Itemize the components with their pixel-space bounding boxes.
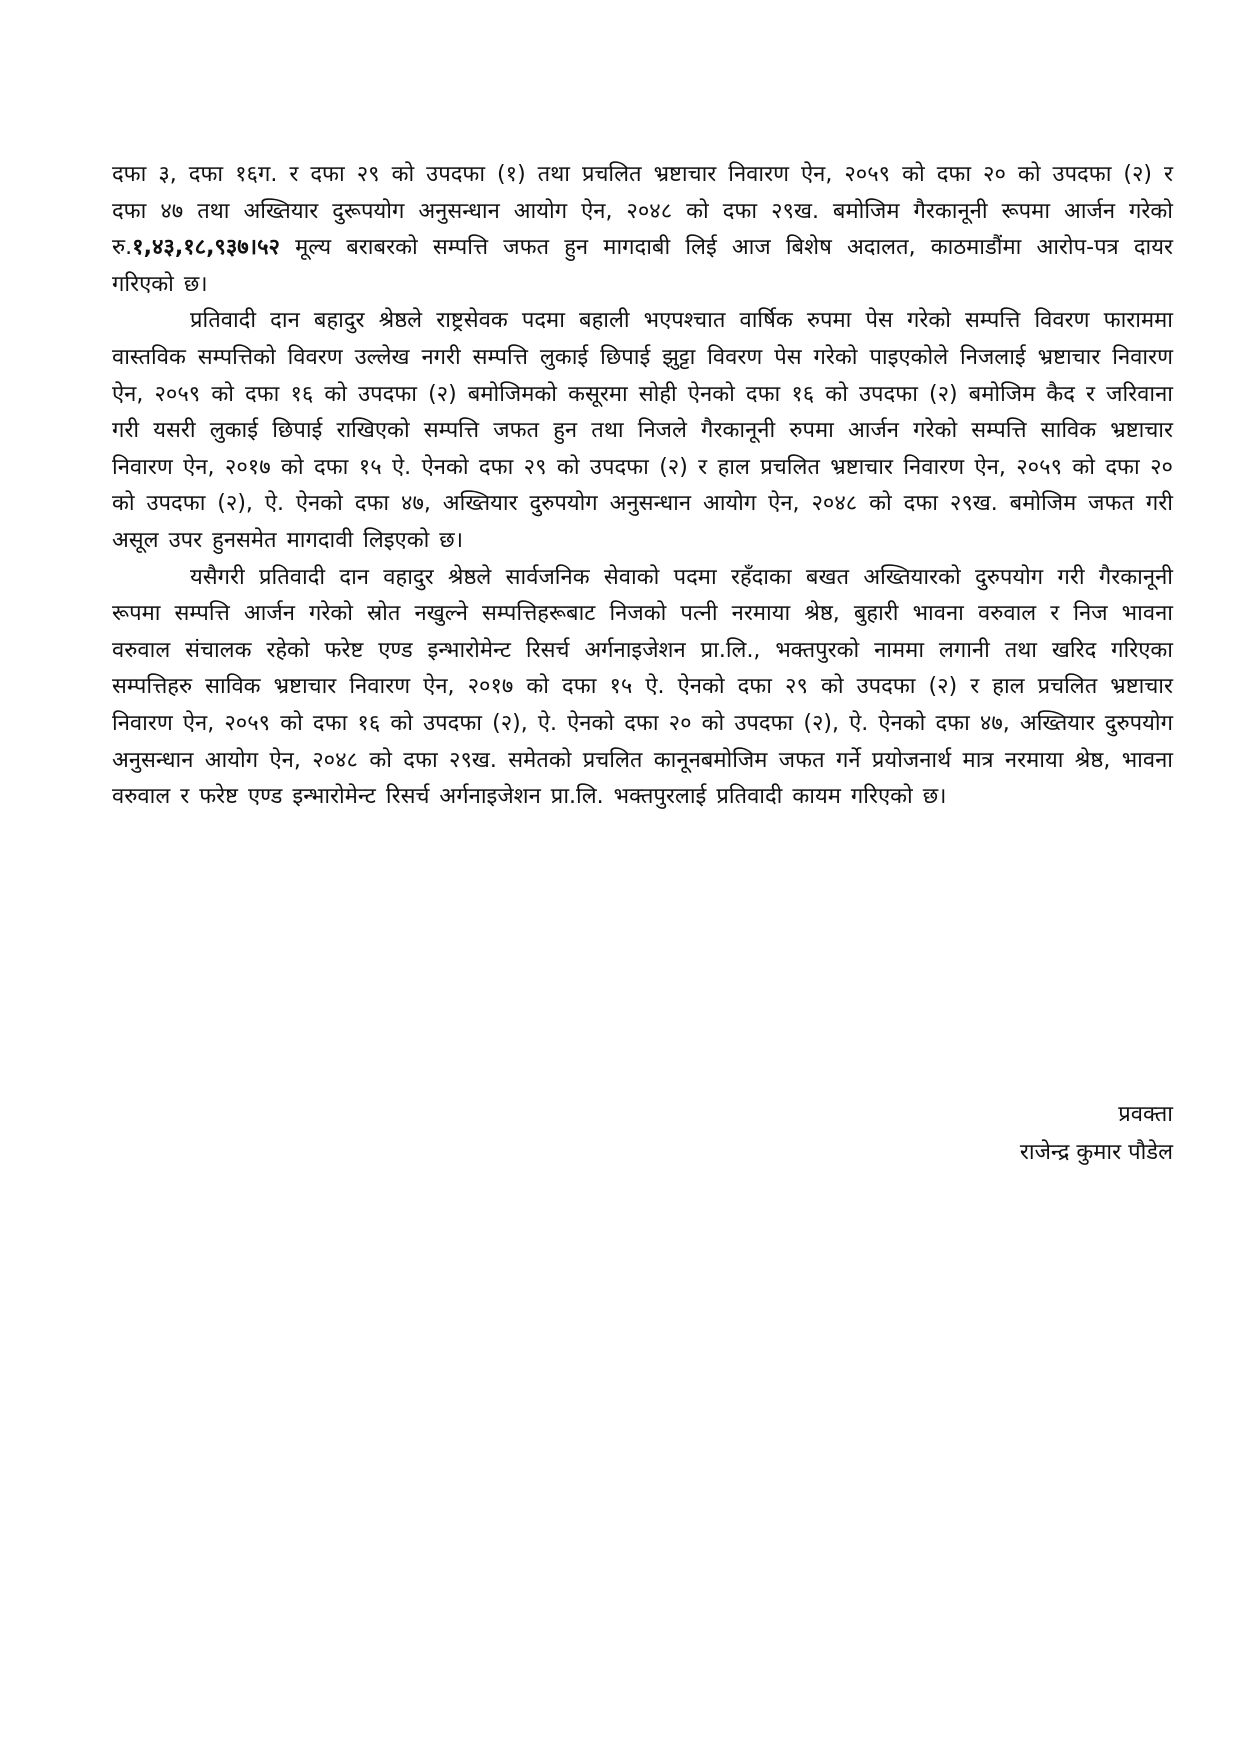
amount-value: १,४३,१८,९३७।५२ — [132, 235, 280, 261]
document-body — [112, 157, 1173, 816]
paragraph-charge-sheet — [112, 157, 1173, 303]
paragraph-text: दफा ३, दफा १६ग. र दफा २९ को उपदफा (१) तथा प्रचलित भ्रष्टाचार निवारण ऐन, २०५९ को दफा २० को उपदफा (२) र दफा ४७ तथा अख्तियार दुरूपयोग अनुसन्धान आयोग ऐन, २०४८ को दफा २९ख. बमोजिम गैरकानूनी रूपमा आर्जन गरेको रु. — [112, 162, 1173, 261]
signature-block — [1020, 1096, 1173, 1172]
paragraph-text: मूल्य बराबरको सम्पत्ति जफत हुन मागदाबी लिई आज बिशेष अदालत, काठमाडौंमा आरोप-पत्र दायर गरिएको छ। — [112, 235, 1173, 297]
paragraph-defendant-claim: प्रतिवादी दान बहादुर श्रेष्ठले राष्ट्रसेवक पदमा बहाली भएपश्चात वार्षिक रुपमा पेस गरेको सम्पत्ति विवरण फाराममा वास्तविक सम्पत्तिको विवरण उल्लेख नगरी सम्पत्ति लुकाई छिपाई झुट्टा विवरण पेस गरेको पाइएकोले निजलाई भ्रष्टाचार निवारण ऐन, २०५९ को दफा १६ को उपदफा (२) बमोजिमको कसूरमा सोही ऐनको दफा १६ को उपदफा (२) बमोजिम कैद र जरिवाना गरी यसरी लुकाई छिपाई राखिएको सम्पत्ति जफत हुन तथा निजले गैरकानूनी रुपमा आर्जन गरेको सम्पत्ति साविक भ्रष्टाचार निवारण ऐन, २०१७ को दफा १५ ऐ. ऐनको दफा २९ को उपदफा (२) र हाल प्रचलित भ्रष्टाचार निवारण ऐन, २०५९ को दफा २० को उपदफा (२), ऐ. ऐनको दफा ४७, अख्तियार दुरुपयोग अनुसन्धान आयोग ऐन, २०४८ को दफा २९ख. बमोजिम जफत गरी असूल उपर हुनसमेत मागदावी लिइएको छ। — [112, 308, 1173, 553]
signature-title: प्रवक्ता — [1118, 1102, 1173, 1127]
signature-name: राजेन्द्र कुमार पौडेल — [1019, 1140, 1173, 1165]
paragraph-additional-defendants: यसैगरी प्रतिवादी दान वहादुर श्रेष्ठले सार्वजनिक सेवाको पदमा रहँदाका बखत अख्तियारको दुरुपयोग गरी गैरकानूनी रूपमा सम्पत्ति आर्जन गरेको स्रोत नखुल्ने सम्पत्तिहरूबाट निजको पत्नी नरमाया श्रेष्ठ, बुहारी भावना वरुवाल र निज भावना वरुवाल संचालक रहेको फरेष्ट एण्ड इन्भारोमेन्ट रिसर्च अर्गनाइजेशन प्रा.लि., भक्तपुरको नाममा लगानी तथा खरिद गरिएका सम्पत्तिहरु साविक भ्रष्टाचार निवारण ऐन, २०१७ को दफा १५ ऐ. ऐनको दफा २९ को उपदफा (२) र हाल प्रचलित भ्रष्टाचार निवारण ऐन, २०५९ को दफा १६ को उपदफा (२), ऐ. ऐनको दफा २० को उपदफा (२), ऐ. ऐनको दफा ४७, अख्तियार दुरुपयोग अनुसन्धान आयोग ऐन, २०४८ को दफा २९ख. समेतको प्रचलित कानूनबमोजिम जफत गर्ने प्रयोजनार्थ मात्र नरमाया श्रेष्ठ, भावना वरुवाल र फरेष्ट एण्ड इन्भारोमेन्ट रिसर्च अर्गनाइजेशन प्रा.लि. भक्तपुरलाई प्रतिवादी कायम गरिएको छ। — [112, 564, 1173, 810]
